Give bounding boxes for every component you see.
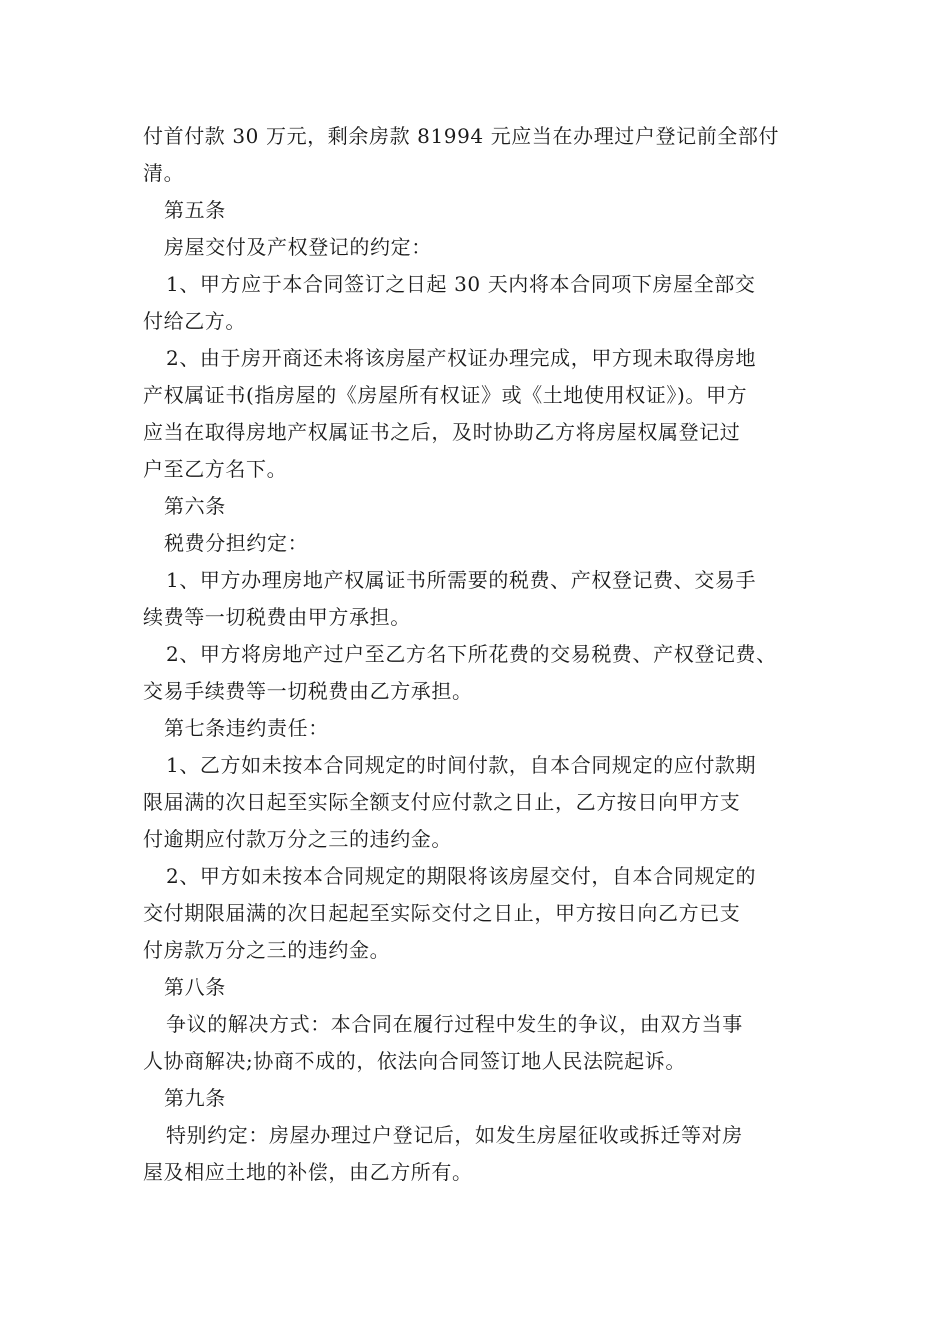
paragraph-line: 人协商解决;协商不成的，依法向合同签订地人民法院起诉。 [143,1049,686,1073]
paragraph-line: 屋及相应土地的补偿，由乙方所有。 [143,1160,473,1184]
section-subheading: 税费分担约定： [164,531,309,555]
article-heading: 第八条 [164,975,226,999]
paragraph-line: 付房款万分之三的违约金。 [143,938,391,962]
clause-line: 2、甲方将房地产过户至乙方名下所花费的交易税费、产权登记费、 [166,642,777,666]
paragraph-line: 付给乙方。 [143,309,246,333]
paragraph-line: 付逾期应付款万分之三的违约金。 [143,827,452,851]
article-heading: 第五条 [164,198,226,222]
article-heading: 第六条 [164,494,226,518]
clause-line: 争议的解决方式：本合同在履行过程中发生的争议，由双方当事 [166,1012,743,1036]
paragraph-line: 产权属证书(指房屋的《房屋所有权证》或《土地使用权证》)。甲方 [143,383,748,407]
clause-line: 特别约定：房屋办理过户登记后，如发生房屋征收或拆迁等对房 [166,1123,743,1147]
paragraph-line: 户至乙方名下。 [143,457,288,481]
section-subheading: 房屋交付及产权登记的约定： [164,235,432,259]
paragraph-line: 清。 [143,161,185,185]
clause-line: 2、甲方如未按本合同规定的期限将该房屋交付，自本合同规定的 [166,864,757,888]
paragraph-line: 付首付款 30 万元，剩余房款 81994 元应当在办理过户登记前全部付 [143,124,780,148]
article-heading: 第九条 [164,1086,226,1110]
clause-line: 1、甲方应于本合同签订之日起 30 天内将本合同项下房屋全部交 [166,272,756,296]
paragraph-line: 限届满的次日起至实际全额支付应付款之日止，乙方按日向甲方支 [143,790,741,814]
paragraph-line: 交付期限届满的次日起起至实际交付之日止，甲方按日向乙方已支 [143,901,741,925]
article-heading: 第七条违约责任： [164,716,329,740]
paragraph-line: 续费等一切税费由甲方承担。 [143,605,411,629]
clause-line: 1、甲方办理房地产权属证书所需要的税费、产权登记费、交易手 [166,568,757,592]
paragraph-line: 应当在取得房地产权属证书之后，及时协助乙方将房屋权属登记过 [143,420,741,444]
paragraph-line: 交易手续费等一切税费由乙方承担。 [143,679,473,703]
document-body [143,118,823,1191]
clause-line: 1、乙方如未按本合同规定的时间付款，自本合同规定的应付款期 [166,753,757,777]
clause-line: 2、由于房开商还未将该房屋产权证办理完成，甲方现未取得房地 [166,346,757,370]
